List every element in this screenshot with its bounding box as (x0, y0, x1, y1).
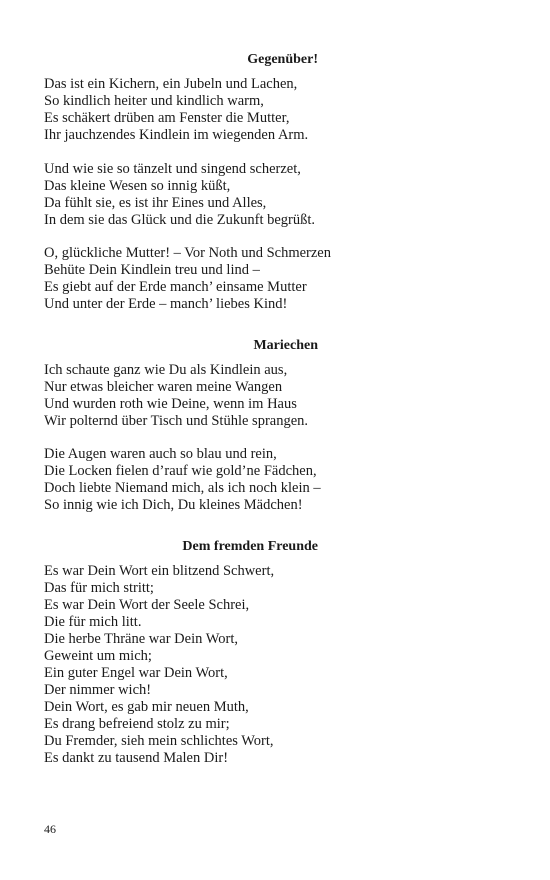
poem-line: Und unter der Erde – manch’ liebes Kind! (44, 296, 288, 312)
poem-stanza (44, 362, 308, 430)
poem-line: Doch liebte Niemand mich, als ich noch klein – (44, 480, 321, 496)
poem-line: Die für mich litt. (44, 614, 142, 630)
poem-stanza (44, 161, 315, 229)
poem-line: Geweint um mich; (44, 648, 152, 664)
poem-line: Und wie sie so tänzelt und singend scherzet, (44, 161, 301, 177)
poem-stanza (44, 245, 331, 313)
poem-line: Es drang befreiend stolz zu mir; (44, 716, 230, 732)
poem-line: So innig wie ich Dich, Du kleines Mädchen! (44, 497, 303, 513)
poem-line: Das kleine Wesen so innig küßt, (44, 178, 231, 194)
poem-line: Das für mich stritt; (44, 580, 154, 596)
poem-stanza (44, 446, 321, 514)
poem-line: Es dankt zu tausend Malen Dir! (44, 750, 229, 766)
poem-line: Dein Wort, es gab mir neuen Muth, (44, 699, 249, 715)
poem-line: Es giebt auf der Erde manch’ einsame Mutter (44, 279, 307, 295)
poem-line: Es schäkert drüben am Fenster die Mutter, (44, 110, 290, 126)
poem-line: Die herbe Thräne war Dein Wort, (44, 631, 238, 647)
poem-line: Ich schaute ganz wie Du als Kindlein aus, (44, 362, 288, 378)
poem-line: Es war Dein Wort ein blitzend Schwert, (44, 563, 275, 579)
poem-line: Ein guter Engel war Dein Wort, (44, 665, 228, 681)
page-number: 46 (44, 822, 56, 836)
poem-line: Die Locken fielen d’rauf wie gold’ne Fädchen, (44, 463, 317, 479)
poem-line: So kindlich heiter und kindlich warm, (44, 93, 264, 109)
poem-line: Das ist ein Kichern, ein Jubeln und Lachen, (44, 76, 298, 92)
poem-stanza (44, 76, 308, 144)
poem-line: Und wurden roth wie Deine, wenn im Haus (44, 396, 297, 412)
poem-line: Behüte Dein Kindlein treu und lind – (44, 262, 260, 278)
poem-line: Es war Dein Wort der Seele Schrei, (44, 597, 250, 613)
poem-line: Du Fremder, sieh mein schlichtes Wort, (44, 733, 274, 749)
poem-line: O, glückliche Mutter! – Vor Noth und Schmerzen (44, 245, 331, 261)
poem-line: In dem sie das Glück und die Zukunft begrüßt. (44, 212, 316, 228)
poem-line: Da fühlt sie, es ist ihr Eines und Alles, (44, 195, 267, 211)
poem-line: Ihr jauchzendes Kindlein im wiegenden Arm. (44, 127, 309, 143)
poem-line: Wir polternd über Tisch und Stühle sprangen. (44, 413, 309, 429)
poem-line: Der nimmer wich! (44, 682, 152, 698)
poem-line: Nur etwas bleicher waren meine Wangen (44, 379, 283, 395)
poem-title: Gegenüber! (247, 52, 318, 67)
poem-line: Die Augen waren auch so blau und rein, (44, 446, 277, 462)
poem-title: Mariechen (253, 338, 318, 353)
poem-title: Dem fremden Freunde (182, 539, 318, 554)
poem-stanza (44, 563, 274, 767)
